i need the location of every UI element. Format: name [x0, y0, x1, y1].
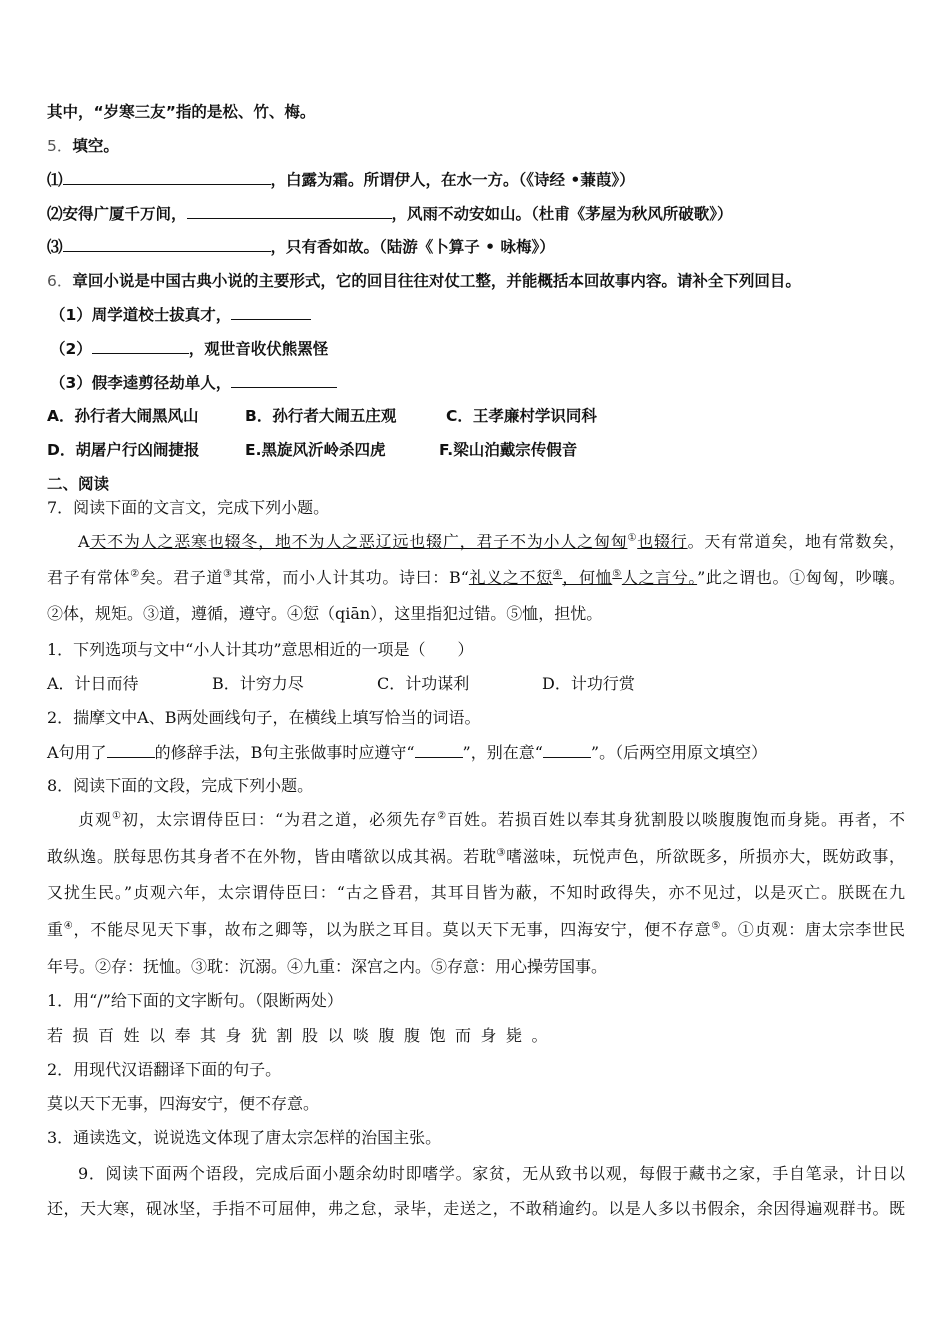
question-8-2: 2．用现代汉语翻译下面的句子。: [47, 1060, 282, 1079]
options-row: [47, 674, 635, 694]
fill-blank[interactable]: [543, 742, 591, 758]
question-6-3: （3）假李逵剪径劫单人，: [50, 372, 337, 393]
fill-blank[interactable]: [231, 304, 311, 320]
passage-line: 敢纵逸。朕每思伤其身者不在外物，皆由嗜欲以成其祸。若耽③嗜滋味，玩悦声色，所欲既多，所损亦大，既妨政事，: [47, 847, 905, 866]
passage-line: 君子有常体②矣。君子道③其常，而小人计其功。诗曰：B“礼义之不愆④，何恤⑤人之言兮。”此之谓也。①匈匈，吵嚷。: [47, 568, 905, 587]
option-a: A．计日而待: [47, 674, 139, 693]
passage-line: A天不为人之恶寒也辍冬，地不为人之恶辽远也辍广，君子不为小人之匈匈①也辍行。天有常道矣，地有常数矣，: [78, 532, 905, 551]
option-d: D．计功行赏: [542, 674, 635, 693]
question-7-1: 1．下列选项与文中“小人计其功”意思相近的一项是（ ）: [47, 640, 474, 659]
question-5-3: ⑶ ，只有香如故。（陆游《卜算子 • 咏梅》）: [47, 238, 555, 256]
passage-line: 贞观①初，太宗谓侍臣曰：“为君之道，必须先存②百姓。若损百姓以奉其身犹割股以啖腹腹饱而身毙。再者，不: [78, 810, 905, 829]
fill-blank[interactable]: [63, 236, 271, 252]
passage-notes: 年号。②存：抚恤。③耽：沉溺。④九重：深宫之内。⑤存意：用心操劳国事。: [47, 957, 608, 976]
question-8-title: 8．阅读下面的文段，完成下列小题。: [47, 776, 314, 795]
option-e: E.黑旋风沂岭杀四虎: [245, 441, 386, 459]
options-row: [47, 406, 597, 426]
option-d: D．胡屠户行凶闹捷报: [47, 441, 200, 459]
option-b: B．孙行者大闹五庄观: [245, 407, 397, 425]
question-7-2-blanks: A句用了 的修辞手法，B句主张做事时应遵守“ ”，别在意“ ”。（后两空用原文填空）: [47, 743, 768, 762]
option-b: B．计穷力尽: [212, 674, 304, 693]
fill-blank[interactable]: [92, 338, 189, 354]
question-5-title: 5．填空。: [47, 137, 119, 155]
fill-blank[interactable]: [231, 372, 337, 388]
option-a: A．孙行者大闹黑风山: [47, 407, 199, 425]
section-heading: 二、阅读: [47, 475, 110, 493]
fill-blank[interactable]: [63, 169, 271, 185]
question-8-2-text: 莫以天下无事，四海安宁，便不存意。: [47, 1094, 320, 1113]
text-line: 其中，“岁寒三友”指的是松、竹、梅。: [47, 103, 316, 121]
option-c: C．计功谋利: [377, 674, 470, 693]
fill-blank[interactable]: [187, 203, 392, 219]
question-6-title: 6．章回小说是中国古典小说的主要形式，它的回目往往对仗工整，并能概括本回故事内容。请补全下列回目。: [47, 272, 801, 290]
passage-line: 又扰生民。”贞观六年，太宗谓侍臣曰：“古之昏君，其耳目皆为蔽，不知时政得失，亦不见过，以是灭亡。朕既在九: [47, 883, 905, 902]
passage-notes: ②体，规矩。③道，遵循，遵守。④愆（qiān），这里指犯过错。⑤恤，担忧。: [47, 604, 603, 623]
question-8-1: 1．用“/”给下面的文字断句。（限断两处）: [47, 991, 343, 1010]
passage-line: 9．阅读下面两个语段，完成后面小题余幼时即嗜学。家贫，无从致书以观，每假于藏书之家，手自笔录，计日以: [78, 1164, 905, 1183]
fill-blank[interactable]: [107, 742, 155, 758]
question-8-1-text: 若损百姓以奉其身犹割股以啖腹腹饱而身毙。: [47, 1026, 558, 1045]
passage-line: 重④，不能尽见天下事，故布之卿等，以为朕之耳目。莫以天下无事，四海安宁，便不存意⑤。①贞观：唐太宗李世民: [47, 920, 905, 939]
question-8-3: 3．通读选文，说说选文体现了唐太宗怎样的治国主张。: [47, 1128, 442, 1147]
passage-line: 还，天大寒，砚冰坚，手指不可屈伸，弗之怠，录毕，走送之，不敢稍逾约。以是人多以书假余，余因得遍观群书。既: [47, 1199, 905, 1218]
question-7-title: 7．阅读下面的文言文，完成下列小题。: [47, 498, 330, 517]
options-row: [47, 440, 577, 460]
question-7-2: 2．揣摩文中A、B两处画线句子，在横线上填写恰当的词语。: [47, 708, 481, 727]
fill-blank[interactable]: [415, 742, 463, 758]
option-c: C．王孝廉村学识同科: [446, 407, 597, 425]
option-f: F.梁山泊戴宗传假音: [439, 441, 578, 459]
question-5-1: ⑴ ，白露为霜。所谓伊人，在水一方。（《诗经 •蒹葭》）: [47, 171, 635, 189]
question-5-2: ⑵安得广厦千万间， ，风雨不动安如山。（杜甫《茅屋为秋风所破歌》）: [47, 205, 733, 223]
question-6-2: （2） ，观世音收伏熊罴怪: [50, 340, 329, 358]
question-6-1: （1）周学道校士拔真才，: [50, 304, 311, 325]
